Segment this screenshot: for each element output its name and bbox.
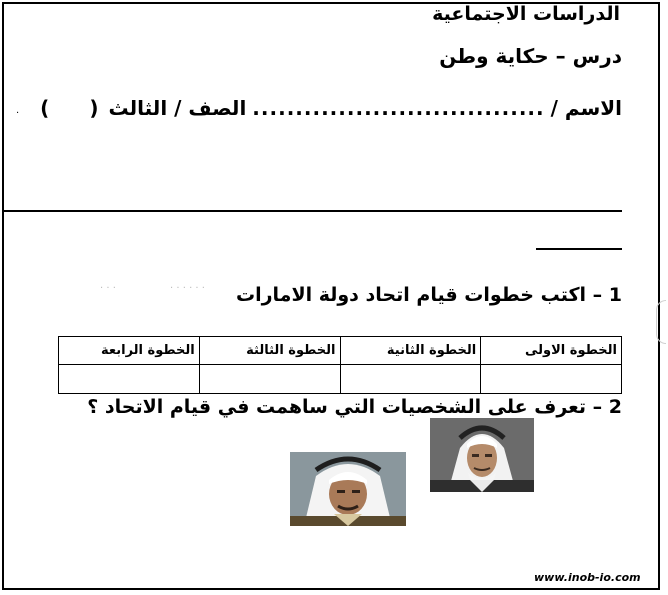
faded-text: · · · · · · xyxy=(170,283,205,294)
steps-header-row xyxy=(59,337,622,365)
paren-close: ) xyxy=(89,96,99,120)
steps-table xyxy=(58,336,622,394)
step-4-header: الخطوة الرابعة xyxy=(59,337,200,365)
faded-text: · · · xyxy=(100,283,116,294)
stray-mark: · xyxy=(16,108,20,119)
portrait-photo-left xyxy=(290,452,406,526)
portrait-photo-right xyxy=(430,418,534,492)
step-2-header: الخطوة الثانية xyxy=(340,337,481,365)
website-url[interactable]: www.inob-io.com xyxy=(534,571,641,584)
subject-title: الدراسات الاجتماعية xyxy=(432,3,620,25)
step-1-answer[interactable] xyxy=(481,365,622,394)
page-edge-tab xyxy=(656,300,666,344)
steps-answer-row xyxy=(59,365,622,394)
step-1-header: الخطوة الاولى xyxy=(481,337,622,365)
short-divider-line xyxy=(536,248,622,250)
student-info-line xyxy=(26,96,622,120)
question-2: 2 – تعرف على الشخصيات التي ساهمت في قيام الاتحاد ؟ xyxy=(87,396,622,418)
name-label: الاسم / xyxy=(550,96,622,120)
name-blank: .................................. xyxy=(252,96,545,120)
step-3-header: الخطوة الثالثة xyxy=(199,337,340,365)
section-blank xyxy=(40,96,98,120)
portrait-left-graphic xyxy=(290,452,406,526)
lesson-title: درس – حكاية وطن xyxy=(439,44,622,68)
grade-label: الصف / الثالث xyxy=(108,96,247,120)
paren-open: ( xyxy=(40,96,50,120)
question-1: 1 – اكتب خطوات قيام اتحاد دولة الامارات xyxy=(236,284,622,306)
step-2-answer[interactable] xyxy=(340,365,481,394)
divider-line xyxy=(4,210,622,212)
step-3-answer[interactable] xyxy=(199,365,340,394)
step-4-answer[interactable] xyxy=(59,365,200,394)
portrait-right-graphic xyxy=(430,418,534,492)
